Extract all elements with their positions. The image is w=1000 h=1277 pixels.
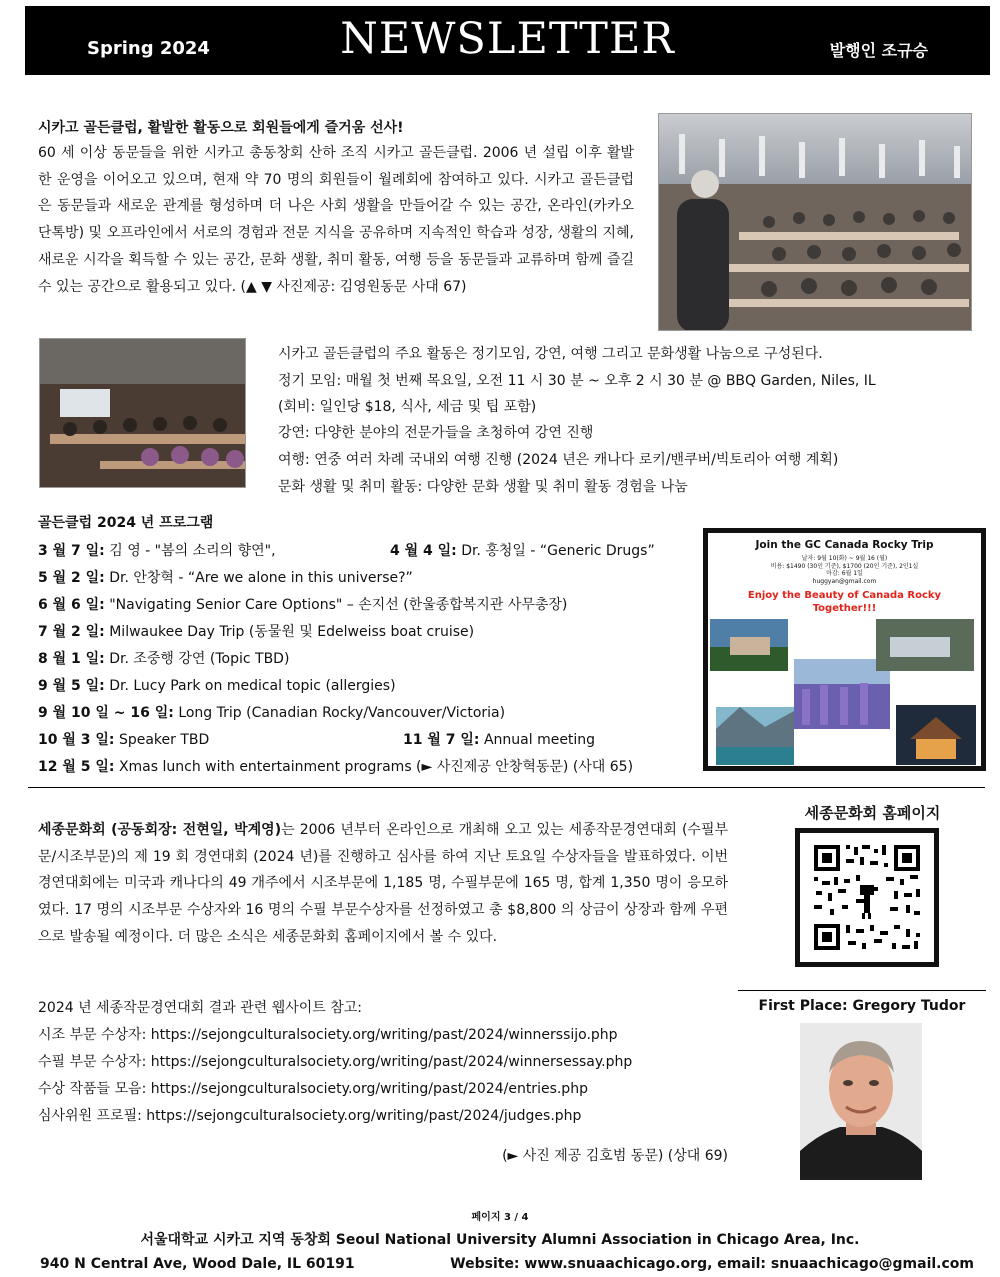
activity-line-5: 여행: 연중 여러 차례 국내외 여행 진행 (2024 년은 캐나다 로키/밴쿠버/빅토리아 여행 계획) — [278, 452, 839, 468]
activity-line-4: 강연: 다양한 분야의 전문가들을 초청하여 강연 진행 — [278, 425, 594, 441]
golden-club-headline: 시카고 골든클럽, 활발한 활동으로 회원들에게 즐거움 선사! — [38, 120, 404, 136]
program-row — [403, 729, 595, 749]
program-text: Long Trip (Canadian Rocky/Vancouver/Victoria) — [178, 705, 506, 721]
masthead — [25, 6, 990, 75]
program-text: Dr. 안창혁 - “Are we alone in this universe?” — [109, 570, 413, 586]
link-label: 수필 부문 수상자: — [38, 1054, 147, 1070]
program-heading: 골든클럽 2024 년 프로그램 — [38, 515, 214, 531]
activity-line-3: (회비: 일인당 $18, 식사, 세금 및 팁 포함) — [278, 399, 537, 415]
sejong-homepage-qr-code[interactable] — [795, 828, 939, 967]
program-date: 5 월 2 일: — [38, 570, 105, 586]
sejong-link-row — [38, 1024, 618, 1044]
first-place-winner-photo — [800, 1023, 922, 1180]
program-date: 4 월 4 일: — [390, 543, 457, 559]
program-date: 11 월 7 일: — [403, 732, 480, 748]
program-date: 8 월 1 일: — [38, 651, 105, 667]
program-text: Speaker TBD — [118, 732, 210, 748]
flyer-title: Join the GC Canada Rocky Trip — [755, 539, 934, 551]
footer-contact[interactable]: Website: www.snuaachicago.org, email: snuaachicago@gmail.com — [450, 1256, 974, 1272]
activity-line-1: 시카고 골든클럽의 주요 활동은 정기모임, 강연, 여행 그리고 문화생활 나눔으로 구성된다. — [278, 346, 823, 362]
sejong-link-judges[interactable]: https://sejongculturalsociety.org/writing/past/2024/judges.php — [146, 1108, 582, 1124]
canada-trip-flyer — [703, 528, 986, 771]
program-row — [38, 621, 474, 641]
activity-line-2: 정기 모임: 매월 첫 번째 목요일, 오전 11 시 30 분 ~ 오후 2 시 30 분 @ BBQ Garden, Niles, IL — [278, 373, 876, 389]
page-number: 페이지 3 / 4 — [471, 1212, 529, 1223]
program-row — [38, 702, 505, 722]
flyer-cost: 비용: $1490 (30인 기준), $1700 (20인 기준), 2인1실 — [770, 562, 919, 570]
program-text: Milwaukee Day Trip (동물원 및 Edelweiss boat cruise) — [109, 624, 475, 640]
sidebar-divider — [738, 990, 986, 991]
sejong-link-essay[interactable]: https://sejongculturalsociety.org/writing/past/2024/winnersessay.php — [150, 1054, 633, 1070]
flyer-deadline: 마감: 6월 1일 — [826, 570, 863, 577]
program-text: Annual meeting — [483, 732, 596, 748]
program-date: 3 월 7 일: — [38, 543, 105, 559]
program-row — [38, 567, 413, 587]
sejong-body: 는 2006 년부터 온라인으로 개최해 오고 있는 세종작문경연대회 (수필부문/시조부문)의 제 19 회 경연대회 (2024 년)를 진행하고 심사를 하여 지난 토요일 수상자들을 발표하였다. 이번 경연대회에는 미국과 캐나다의 49 개주에서 시조부문에 1,185 명, 수필부문에 165 명, 합계 1,350 명이 응모하였다. 17 명의 시조부문 수상자와 16 명의 수필 부문수상자를 선정하였고 총 $8,800 의 상금이 상장과 함께 우편으로 발송될 예정이다. 더 많은 소식은 세종문화회 홈페이지에서 볼 수 있다. — [38, 822, 728, 945]
flyer-dates: 날자: 9월 10(화) ~ 9월 16 (월) — [801, 555, 888, 562]
golden-club-meeting-photo — [658, 113, 972, 331]
program-text: Dr. Lucy Park on medical topic (allergies) — [109, 678, 396, 694]
link-label: 수상 작품들 모음: — [38, 1081, 147, 1097]
first-place-caption: First Place: Gregory Tudor — [758, 998, 966, 1014]
program-date: 12 월 5 일: — [38, 759, 115, 775]
program-row — [38, 675, 396, 695]
flyer-photo-collage — [710, 619, 980, 767]
golden-club-dinner-photo — [39, 338, 246, 488]
program-text: Dr. 홍청일 - “Generic Drugs” — [461, 543, 655, 559]
sejong-link-entries[interactable]: https://sejongculturalsociety.org/writing/past/2024/entries.php — [150, 1081, 588, 1097]
flyer-slogan-line-2: Together!!! — [812, 603, 877, 614]
flyer-slogan — [708, 589, 981, 615]
sejong-paragraph — [38, 817, 728, 951]
sejong-link-sijo[interactable]: https://sejongculturalsociety.org/writing/past/2024/winnerssijo.php — [150, 1027, 618, 1043]
program-date: 10 월 3 일: — [38, 732, 115, 748]
program-text: Xmas lunch with entertainment programs (► 사진제공 안창혁동문) (사대 65) — [118, 759, 634, 775]
golden-club-intro: 60 세 이상 동문들을 위한 시카고 총동창회 산하 조직 시카고 골든클럽. 2006 년 설립 이후 활발한 운영을 이어오고 있으며, 현재 약 70 명의 회원들이 월례회에 참여하고 있다. 시카고 골든클럽은 동문들과 새로운 관계를 형성하며 더 나은 사회 생활을 만들어갈 수 있는 공간, 온라인(카카오 단톡방) 및 오프라인에서 서로의 경험과 전문 지식을 공유하며 지속적인 학습과 성장, 생활의 지혜, 새로운 시각을 획득할 수 있는 공간, 문화 생활, 취미 활동, 여행 등을 동문들과 교류하며 함께 즐길 수 있는 공간으로 활용되고 있다. (▲ ▼ 사진제공: 김영원동문 사대 67) — [38, 145, 634, 295]
sejong-photo-credit: (► 사진 제공 김호범 동문) (상대 69) — [502, 1148, 728, 1164]
flyer-email: huggyan@gmail.com — [812, 577, 877, 585]
footer-organization: 서울대학교 시카고 지역 동창회 Seoul National University Alumni Association in Chicago Area, Inc. — [140, 1232, 860, 1248]
flyer-details — [708, 555, 981, 585]
program-row — [38, 756, 633, 776]
program-row — [38, 729, 209, 749]
issue-season: Spring 2024 — [87, 38, 210, 59]
program-date: 7 월 2 일: — [38, 624, 105, 640]
publisher: 발행인 조규승 — [829, 41, 928, 60]
sejong-homepage-label: 세종문화회 홈페이지 — [804, 804, 941, 822]
section-divider — [28, 787, 985, 788]
sejong-link-row — [38, 1105, 581, 1125]
program-text: "Navigating Senior Care Options" – 손지선 (한울종합복지관 사무총장) — [109, 597, 568, 613]
link-label: 심사위원 프로필: — [38, 1108, 142, 1124]
program-date: 9 월 5 일: — [38, 678, 105, 694]
program-text: 김 영 - "봄의 소리의 향연", — [109, 543, 276, 559]
sejong-lead: 세종문화회 (공동회장: 전현일, 박계영) — [38, 822, 282, 838]
program-text: Dr. 조중행 강연 (Topic TBD) — [109, 651, 290, 667]
flyer-slogan-line-1: Enjoy the Beauty of Canada Rocky — [747, 590, 942, 601]
sejong-link-row — [38, 1051, 632, 1071]
program-row — [38, 594, 567, 614]
sejong-links-heading: 2024 년 세종작문경연대회 결과 관련 웹사이트 참고: — [38, 1000, 363, 1016]
program-date: 9 월 10 일 ~ 16 일: — [38, 705, 174, 721]
program-row — [38, 540, 276, 560]
newsletter-title: NEWSLETTER — [340, 14, 675, 64]
link-label: 시조 부문 수상자: — [38, 1027, 147, 1043]
footer-address: 940 N Central Ave, Wood Dale, IL 60191 — [40, 1256, 355, 1272]
program-row — [390, 540, 655, 560]
program-row — [38, 648, 289, 668]
program-date: 6 월 6 일: — [38, 597, 105, 613]
sejong-link-row — [38, 1078, 588, 1098]
activity-line-6: 문화 생활 및 취미 활동: 다양한 문화 생활 및 취미 활동 경험을 나눔 — [278, 479, 688, 495]
